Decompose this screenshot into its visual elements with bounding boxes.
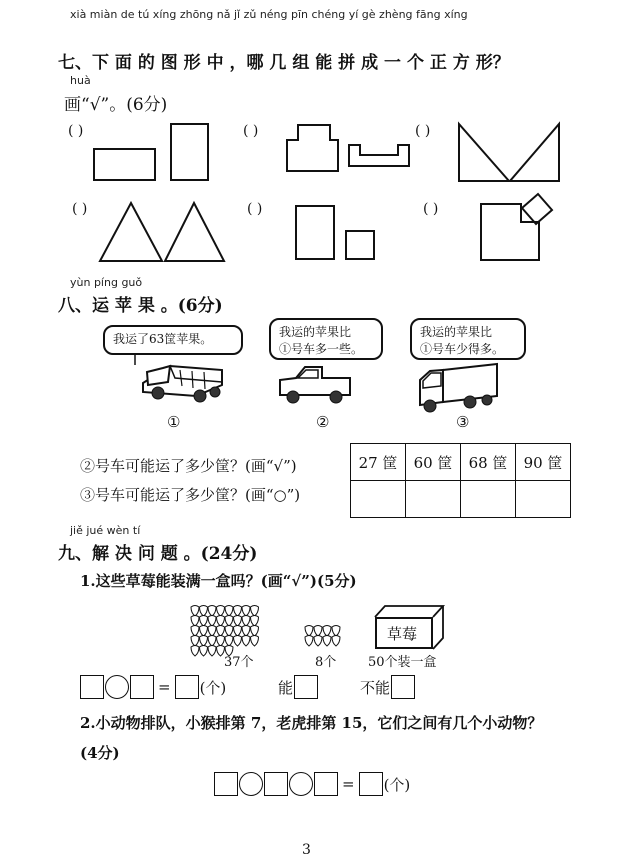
count-per-box: 50个装一盒: [368, 655, 437, 670]
option-cell: 27 筐: [351, 444, 406, 481]
answer-box[interactable]: [130, 675, 154, 699]
section7-instruction: 画“√”。(6分): [64, 95, 168, 115]
answer-paren-3[interactable]: ( ): [415, 123, 431, 139]
cannot-box[interactable]: [391, 675, 415, 699]
can-label: 能: [278, 678, 294, 697]
unit-label: (个): [383, 775, 411, 794]
bubble2-line1: 我运的苹果比: [279, 325, 352, 339]
truck-label-1: ①: [167, 413, 181, 431]
section8-title: 八、运 苹 果 。(6分): [58, 296, 223, 316]
cannot-label: 不能: [360, 678, 391, 697]
option-cell: 68 筐: [461, 444, 516, 481]
bubble3-line1: 我运的苹果比: [420, 325, 493, 339]
bubble2-line2: ①号车多一些。: [279, 342, 364, 356]
equals-sign: =: [342, 775, 355, 793]
operator-circle[interactable]: [239, 772, 263, 796]
section7-pinyin: xià miàn de tú xíng zhōng nǎ jǐ zǔ néng pīn chéng yí gè zhèng fāng xíng: [70, 8, 468, 21]
equals-sign: =: [158, 678, 171, 696]
operator-circle[interactable]: [105, 675, 129, 699]
section9-pinyin: jiě jué wèn tí: [70, 524, 141, 537]
bubble3-line2: ①号车少得多。: [420, 342, 505, 356]
answer-box[interactable]: [80, 675, 104, 699]
can-option: [278, 675, 318, 699]
answer-box[interactable]: [359, 772, 383, 796]
answer-box[interactable]: [214, 772, 238, 796]
can-box[interactable]: [294, 675, 318, 699]
operator-circle[interactable]: [289, 772, 313, 796]
truck-label-3: ③: [456, 413, 470, 431]
answer-paren-6[interactable]: ( ): [423, 201, 439, 217]
answer-box[interactable]: [175, 675, 199, 699]
question-truck-3: ③号车可能运了多少筐？(画“○”): [80, 486, 301, 504]
hua-pinyin: huà: [70, 74, 91, 87]
problem-2-score: (4分): [80, 744, 120, 762]
problem-2: 2.小动物排队，小猴排第 7，老虎排第 15，它们之间有几个小动物？: [80, 714, 543, 732]
option-cell: 60 筐: [406, 444, 461, 481]
box-label: 草莓: [387, 625, 418, 643]
page-number: 3: [302, 842, 311, 858]
count-37: 37个: [224, 655, 254, 670]
answer-paren-4[interactable]: ( ): [72, 201, 88, 217]
speech-bubble-1: 我运了63筐苹果。: [103, 325, 243, 355]
section7-title: 七、下 面 的 图 形 中 ，哪 几 组 能 拼 成 一 个 正 方 形？: [58, 53, 510, 73]
unit-label: (个): [199, 678, 227, 697]
count-8: 8个: [315, 655, 337, 670]
option-cell: 90 筐: [516, 444, 571, 481]
truck-label-2: ②: [316, 413, 330, 431]
section9-title: 九、解 决 问 题 。(24分): [58, 544, 258, 564]
answer-box[interactable]: [314, 772, 338, 796]
question-truck-2: ②号车可能运了多少筐？(画“√”): [80, 457, 297, 475]
answer-paren-1[interactable]: ( ): [68, 123, 84, 139]
equation-2: [214, 772, 410, 796]
section8-pinyin: yùn píng guǒ: [70, 276, 143, 289]
answer-box[interactable]: [264, 772, 288, 796]
problem-1: 1.这些草莓能装满一盒吗？(画“√”)(5分): [80, 572, 357, 590]
cannot-option: [360, 675, 415, 699]
equation-1: [80, 675, 226, 699]
answer-paren-2[interactable]: ( ): [243, 123, 259, 139]
answer-paren-5[interactable]: ( ): [247, 201, 263, 217]
